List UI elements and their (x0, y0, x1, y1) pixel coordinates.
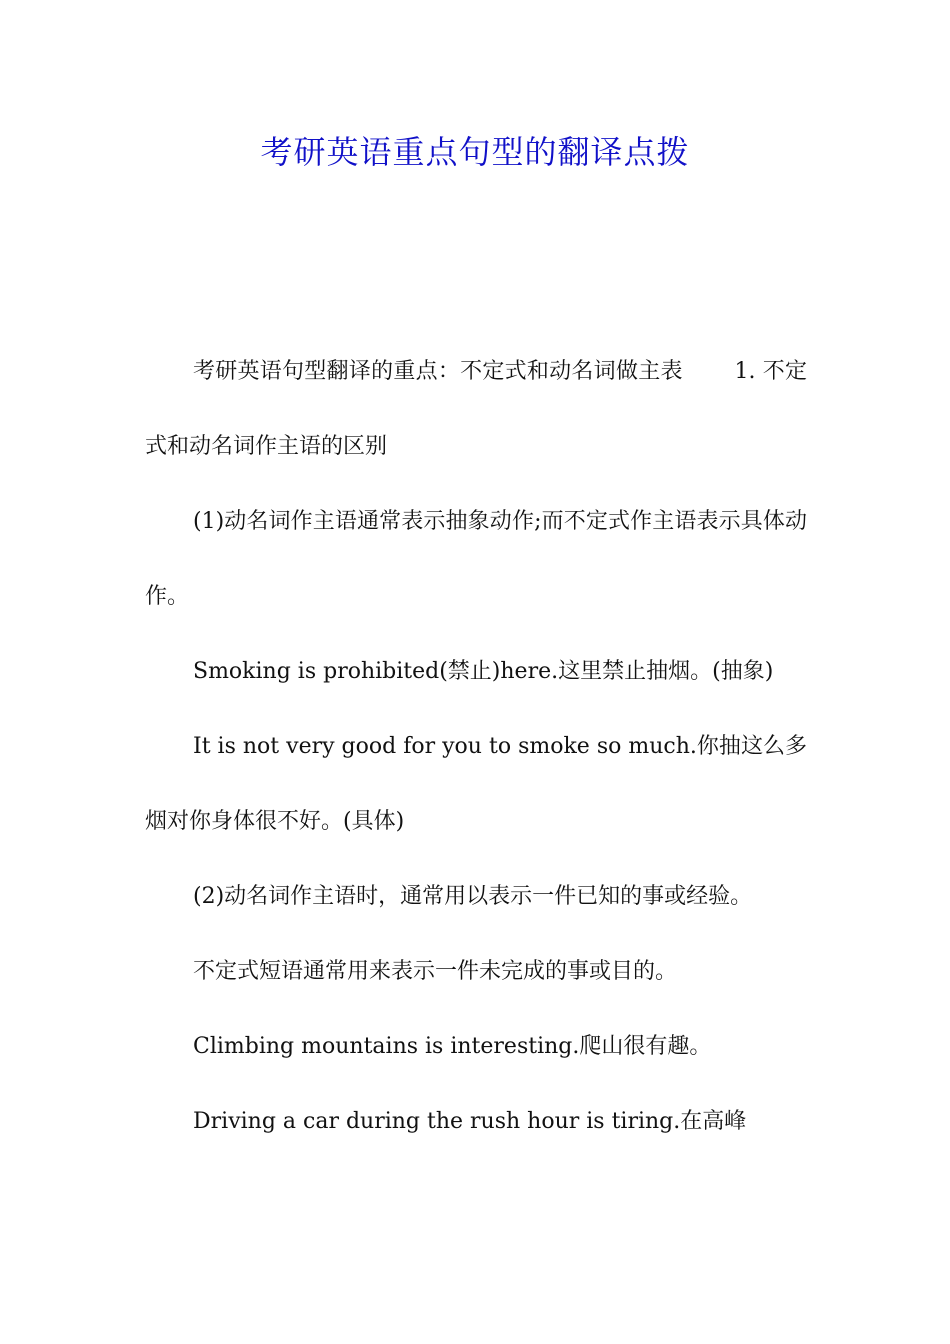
paragraph-7: Climbing mountains is interesting.爬山很有趣。 (193, 1034, 712, 1059)
paragraph-8: Driving a car during the rush hour is tiring.在高峰 (193, 1109, 747, 1134)
document-title: 考研英语重点句型的翻译点拨 (260, 133, 690, 171)
paragraph-5: (2)动名词作主语时，通常用以表示一件已知的事或经验。 (193, 884, 753, 909)
paragraph-6: 不定式短语通常用来表示一件未完成的事或目的。 (193, 959, 678, 984)
paragraph-3: Smoking is prohibited(禁止)here.这里禁止抽烟。(抽象) (193, 659, 774, 684)
paragraph-1: 考研英语句型翻译的重点：不定式和动名词做主表 1. 不定式和动名词作主语的区别 (145, 359, 807, 459)
document-body (145, 334, 807, 1159)
paragraph-4: It is not very good for you to smoke so much.你抽这么多烟对你身体很不好。(具体) (145, 734, 807, 834)
paragraph-2: (1)动名词作主语通常表示抽象动作;而不定式作主语表示具体动作。 (145, 509, 807, 609)
